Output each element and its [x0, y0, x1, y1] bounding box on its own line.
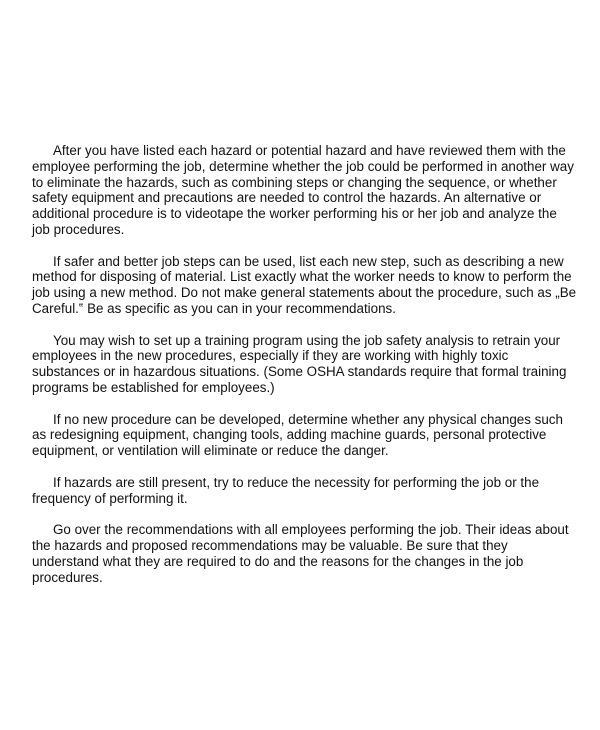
- paragraph-physical-changes: If no new procedure can be developed, determine whether any physical changes such as redesigning equipment, changing tools, adding machine guards, personal protective equipment, or ventilation will eliminate or reduce the danger.: [32, 411, 563, 459]
- paragraph-training: You may wish to set up a training program using the job safety analysis to retrain your employees in the new procedures, especially if they are working with highly toxic substances or in hazardous situations. (Some OSHA standards require that formal training programs be established for employees.): [32, 332, 567, 395]
- document-body: [32, 143, 577, 601]
- paragraph-alternatives: After you have listed each hazard or potential hazard and have reviewed them with the employee performing the job, determine whether the job could be performed in another way to eliminate the hazards, such as combining steps or changing the sequence, or whether safety equipment and precautions are needed to control the hazards. An alternative or additional procedure is to videotape the worker performing his or her job and analyze the job procedures.: [32, 143, 574, 237]
- paragraph-new-steps: If safer and better job steps can be used, list each new step, such as describing a new method for disposing of material. List exactly what the worker needs to know to perform the job using a new method. Do not make general statements about the procedure, such as „Be Careful.‟ Be as specific as you can in your recommendations.: [32, 253, 577, 316]
- paragraph-review-recommendations: Go over the recommendations with all employees performing the job. Their ideas about the hazards and proposed recommendations may be valuable. Be sure that they understand what they are required to do and the reasons for the changes in the job procedures.: [32, 522, 569, 585]
- paragraph-reduce-necessity: If hazards are still present, try to reduce the necessity for performing the job or the frequency of performing it.: [32, 474, 540, 506]
